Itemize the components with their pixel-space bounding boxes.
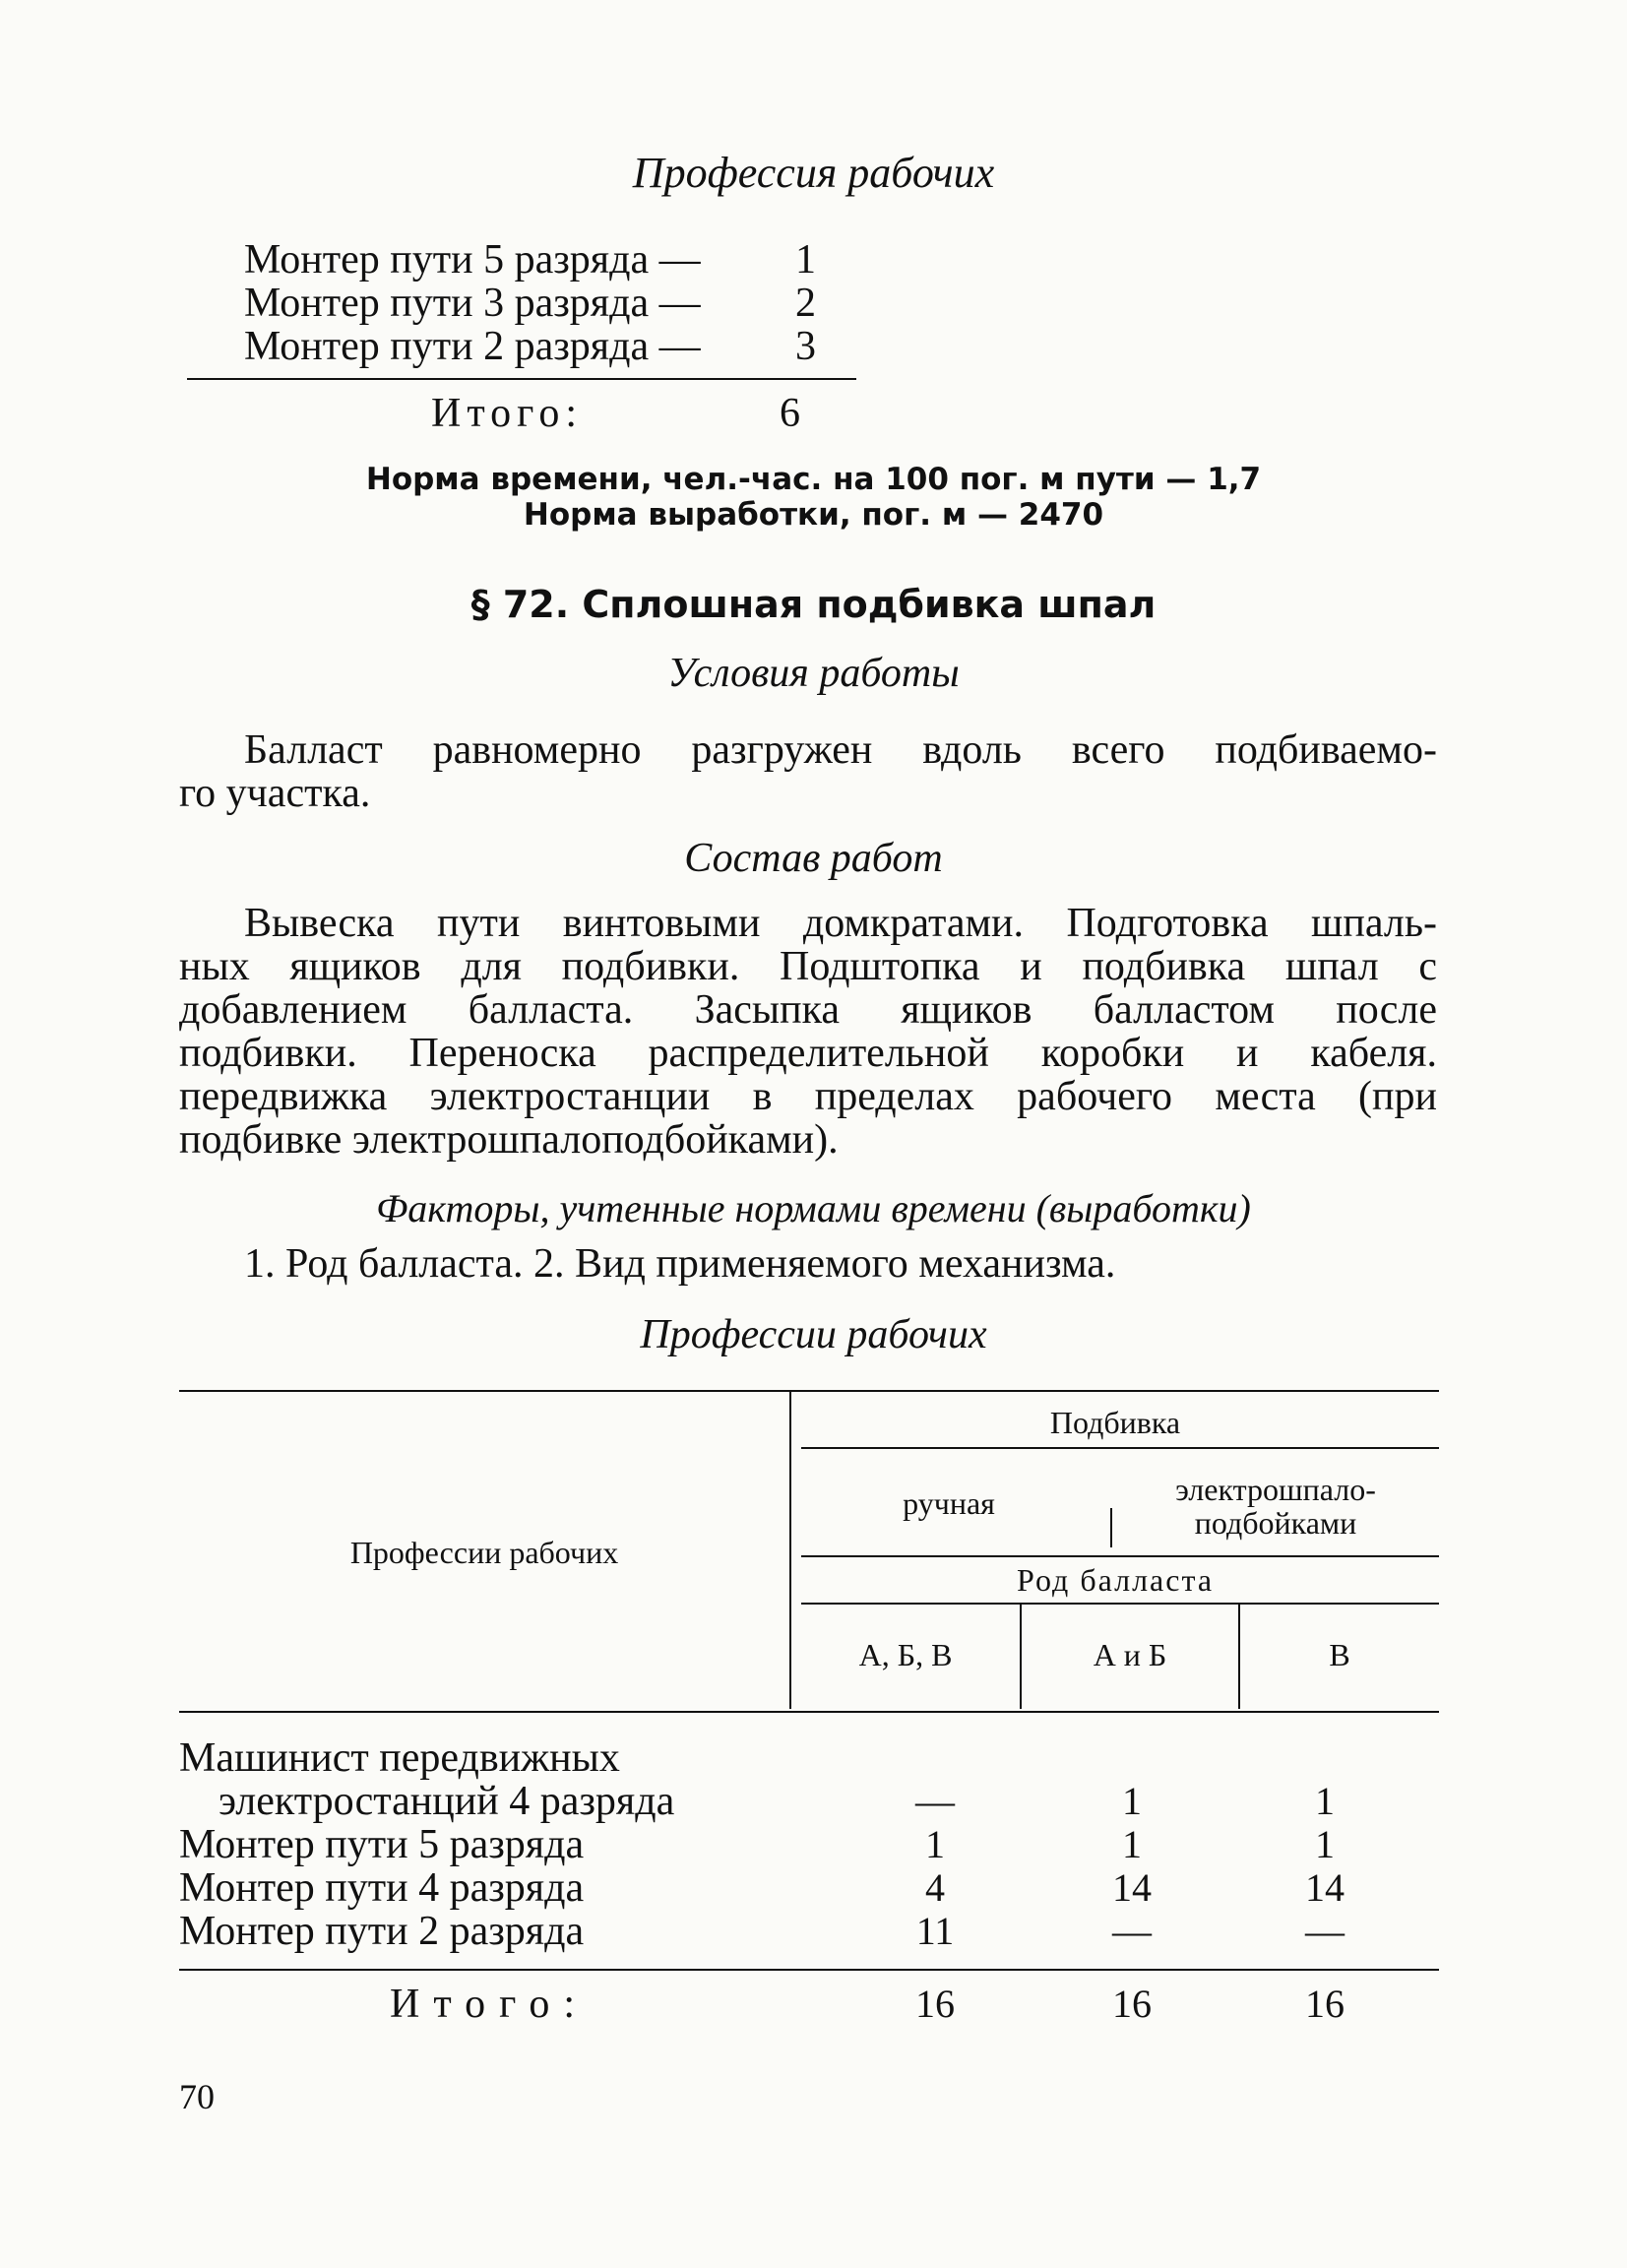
ballast-type: А и Б	[1093, 1637, 1167, 1672]
work-title: Состав работ	[684, 836, 943, 881]
worker-count: 1	[795, 237, 816, 283]
work-line: добавлением балласта. Засыпка ящиков балластом после	[179, 987, 1437, 1033]
table-cell: 1	[925, 1822, 945, 1866]
work-line: ных ящиков для подбивки. Подштопка и подбивка шпал с	[179, 944, 1437, 989]
top-professions-title: Профессия рабочих	[632, 149, 995, 197]
table-cell: 4	[925, 1865, 945, 1910]
table-cell: 1	[1122, 1779, 1142, 1823]
worker-label: Монтер пути 5 разряда —	[244, 237, 701, 283]
worker-row	[244, 281, 816, 326]
table-col-header: Профессии рабочих	[349, 1535, 619, 1570]
table-group-rule	[801, 1447, 1439, 1449]
worker-label: Монтер пути 2 разряда —	[244, 324, 701, 369]
table-total-label: Итого:	[390, 1982, 589, 2027]
top-total-divider	[187, 378, 856, 380]
table-cell: —	[915, 1779, 955, 1823]
work-line: Вывеска пути винтовыми домкратами. Подготовка шпаль-	[244, 901, 1437, 946]
top-total-label: Итого:	[431, 391, 583, 436]
table-total-rule	[179, 1969, 1439, 1971]
table-group-header: Подбивка	[1049, 1405, 1181, 1440]
work-line: подбивке электрошпалоподбойками).	[179, 1117, 839, 1163]
work-line: передвижка электростанции в пределах рабочего места (при	[179, 1074, 1437, 1119]
worker-row	[244, 324, 816, 369]
table-cell: 1	[1315, 1822, 1335, 1866]
table-cell: 14	[1305, 1865, 1345, 1910]
norm-output: Норма выработки, пог. м — 2470	[523, 497, 1104, 533]
norm-time: Норма времени, чел.-час. на 100 пог. м пути — 1,7	[365, 462, 1262, 497]
table-total-cell: 16	[1305, 1982, 1345, 2026]
top-total-value: 6	[780, 391, 800, 436]
worker-count: 3	[795, 324, 816, 369]
table-row-label: Монтер пути 2 разряда	[179, 1909, 585, 1954]
factors-title: Факторы, учтенные нормами времени (выработки)	[376, 1186, 1251, 1230]
ballast-type: В	[1329, 1637, 1350, 1672]
table-cell: —	[1112, 1909, 1152, 1953]
table-cell: —	[1305, 1909, 1345, 1953]
electric-header-line2: подбойками	[1194, 1505, 1357, 1541]
section-heading: § 72. Сплошная подбивка шпал	[470, 583, 1157, 626]
worker-count: 2	[795, 281, 816, 326]
worker-row	[244, 237, 816, 283]
table-cell: 14	[1112, 1865, 1152, 1910]
table-total-cell: 16	[1112, 1982, 1152, 2026]
table-header-bottom-rule	[179, 1711, 1439, 1713]
ballast-type: А, Б, В	[858, 1637, 953, 1672]
top-total-row	[431, 392, 583, 435]
manual-header: ручная	[903, 1485, 995, 1521]
table-ballast-rule	[801, 1603, 1439, 1605]
electric-header-line1: электрошпало-	[1175, 1472, 1376, 1507]
conditions-line: Балласт равномерно разгружен вдоль всего подбиваемо-	[244, 727, 1437, 773]
table-cell: 1	[1122, 1822, 1142, 1866]
table-row-label: Машинист передвижных	[179, 1735, 620, 1781]
table-top-rule	[179, 1390, 1439, 1392]
table-row-label: электростанций 4 разряда	[219, 1779, 675, 1824]
table-type-rule	[801, 1555, 1439, 1557]
professions-title: Профессии рабочих	[640, 1312, 987, 1357]
conditions-title: Условия работы	[667, 651, 960, 696]
factors-text: 1. Род балласта. 2. Вид применяемого механизма.	[244, 1241, 1116, 1287]
table-row-label: Монтер пути 5 разряда	[179, 1822, 585, 1867]
table-total-cell: 16	[915, 1982, 955, 2026]
work-line: подбивки. Переноска распределительной коробки и кабеля.	[179, 1031, 1437, 1076]
ballast-header: Род балласта	[1016, 1562, 1215, 1598]
page-number: 70	[179, 2077, 215, 2116]
table-cell: 11	[915, 1909, 955, 1953]
table-cell: 1	[1315, 1779, 1335, 1823]
conditions-line: го участка.	[179, 771, 371, 816]
worker-label: Монтер пути 3 разряда —	[244, 281, 701, 326]
table-row-label: Монтер пути 4 разряда	[179, 1865, 585, 1911]
